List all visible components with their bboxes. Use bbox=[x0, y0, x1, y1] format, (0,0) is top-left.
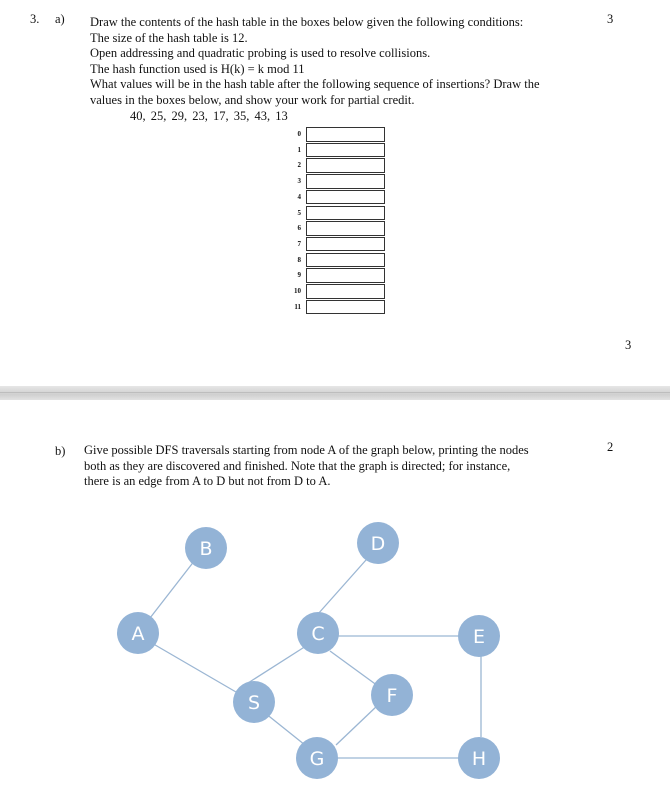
instruction-line: The hash function used is H(k) = k mod 11 bbox=[90, 61, 305, 76]
graph-node-label: C bbox=[311, 623, 325, 645]
hash-index-label: 0 bbox=[297, 130, 301, 138]
graph-node-label: A bbox=[131, 623, 145, 645]
instruction-line: both as they are discovered and finished. Note that the graph is directed; for instance, bbox=[84, 458, 511, 473]
graph-nodes bbox=[117, 522, 500, 779]
graph-node-label: D bbox=[370, 533, 386, 555]
hash-index-label: 2 bbox=[297, 161, 301, 170]
hash-index-label: 10 bbox=[294, 287, 301, 295]
instruction-line: What values will be in the hash table after the following sequence of insertions? Draw the bbox=[90, 77, 540, 91]
instruction-line: Draw the contents of the hash table in the boxes below given the following conditions: bbox=[90, 15, 524, 29]
hash-index-label: 8 bbox=[297, 255, 301, 264]
graph-node-label: F bbox=[386, 685, 398, 707]
edge-a-s bbox=[150, 642, 236, 692]
edge-b-a bbox=[150, 560, 195, 618]
instruction-line: there is an edge from A to D but not from D to A. bbox=[84, 474, 331, 488]
edge-s-c bbox=[248, 646, 306, 683]
part-a-points: 3 bbox=[607, 12, 614, 26]
edge-f-g bbox=[336, 705, 378, 745]
part-b-points: 2 bbox=[607, 440, 614, 454]
hash-index-label: 11 bbox=[294, 302, 301, 311]
hash-index-label: 4 bbox=[297, 192, 301, 201]
graph-node-label: S bbox=[247, 692, 261, 714]
instruction-line: Open addressing and quadratic probing is used to resolve collisions. bbox=[90, 46, 431, 60]
graph-node-label: H bbox=[471, 748, 487, 770]
insertion-sequence: 40, 25, 29, 23, 17, 35, 43, 13 bbox=[130, 109, 288, 123]
right-margin-points: 3 bbox=[625, 338, 632, 352]
edge-s-g bbox=[265, 713, 305, 745]
hash-index-label: 3 bbox=[297, 177, 301, 186]
part-a-label: a) bbox=[55, 12, 65, 26]
part-b-label: b) bbox=[55, 444, 66, 458]
instruction-line: The size of the hash table is 12. bbox=[90, 30, 248, 45]
hash-index-label: 6 bbox=[297, 224, 301, 233]
graph-node-label: G bbox=[309, 748, 325, 770]
hash-index-label: 5 bbox=[297, 208, 301, 217]
question-number: 3. bbox=[30, 12, 40, 26]
hash-index-label: 7 bbox=[297, 239, 301, 248]
hash-index-label: 9 bbox=[297, 271, 301, 280]
graph-edges bbox=[150, 560, 481, 758]
graph-node-label: B bbox=[199, 538, 213, 560]
graph-node-label: E bbox=[472, 626, 486, 648]
edge-c-f bbox=[330, 651, 378, 686]
edge-c-d bbox=[318, 560, 366, 614]
hash-index-label: 1 bbox=[297, 145, 301, 154]
instruction-line: values in the boxes below, and show your work for partial credit. bbox=[90, 92, 415, 107]
instruction-line: Give possible DFS traversals starting from node A of the graph below, printing the nodes bbox=[84, 443, 529, 457]
